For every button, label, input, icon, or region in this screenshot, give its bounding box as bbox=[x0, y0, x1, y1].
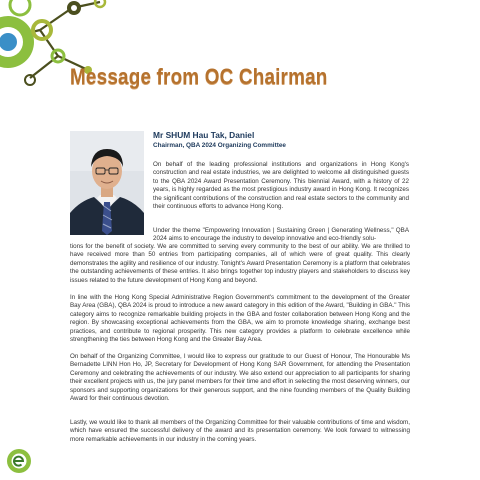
message-paragraph-2-intro: Under the theme "Empowering Innovation | Sustaining Green | Generating Wellness," QBA 2024 aims to encourage the industry to develop innovative and eco-friendly solu- bbox=[153, 227, 409, 243]
message-paragraph-2-continued: tions for the benefit of society. We are committed to serving every community to the best of our ability. We are thrilled to have received more than 50 entries from participating companies, all of which were of great quality. This clearly demonstrates the agility and resilience of our industry. Tonight's Award Presentation Ceremony is a platform that celebrates the outstanding achievements of these entries. It also brings together top industry players and stakeholders to discuss key issues related to the future development of Hong Kong and beyond. bbox=[70, 243, 410, 284]
page-title: Message from OC Chairman bbox=[70, 64, 328, 89]
author-role: Chairman, QBA 2024 Organizing Committee bbox=[153, 142, 286, 149]
author-name: Mr SHUM Hau Tak, Daniel bbox=[153, 130, 255, 140]
green-e-logo-icon bbox=[6, 448, 32, 474]
chairman-portrait-photo bbox=[70, 131, 144, 235]
message-paragraph-1: On behalf of the leading professional institutions and organizations in Hong Kong's construction and real estate industries, we are delighted to welcome all distinguished guests to the QBA 2024 Award Presentation Ceremony. This biennial Award, with a history of 22 years, is highly regarded as the most prestigious industry award in Hong Kong. It recognizes the significant contributions of the construction and real estate sectors to the community and their continuous efforts to advance Hong Kong. bbox=[153, 161, 409, 211]
message-paragraph-3: In line with the Hong Kong Special Administrative Region Government's commitment to the development of the Greater Bay Area (GBA), QBA 2024 is proud to introduce a new award category in this edition of the Award, "Building in GBA." This category aims to recognize remarkable building projects in the GBA and foster collaboration between Hong Kong and the region. By showcasing exceptional achievements from the GBA, we aim to promote knowledge sharing, exchange best practices, and contribute to regional prosperity. This new category provides a platform to celebrate excellence while strengthening the ties between Hong Kong and the Greater Bay Area. bbox=[70, 294, 410, 344]
message-paragraph-4: On behalf of the Organizing Committee, I would like to express our gratitude to our Guest of Honour, The Honourable Ms Bernadette LINN Hon Ho, JP, Secretary for Development of Hong Kong SAR Government, for attending the Presentation Ceremony and celebrating the achievements of our industry. We also extend our appreciation to all participants for sharing their excellent projects with us, the jury panel members for their time and effort in selecting the most deserving winners, our sponsors and supporting organizations for their generous support, and the nine founding members of the Quality Building Award for their continuous devotion. bbox=[70, 353, 410, 403]
message-paragraph-5: Lastly, we would like to thank all members of the Organizing Committee for their valuable contributions of time and wisdom, which have ensured the successful delivery of the award and its presentation ceremony. We look forward to witnessing more remarkable achievements in our industry in the coming years. bbox=[70, 419, 410, 443]
